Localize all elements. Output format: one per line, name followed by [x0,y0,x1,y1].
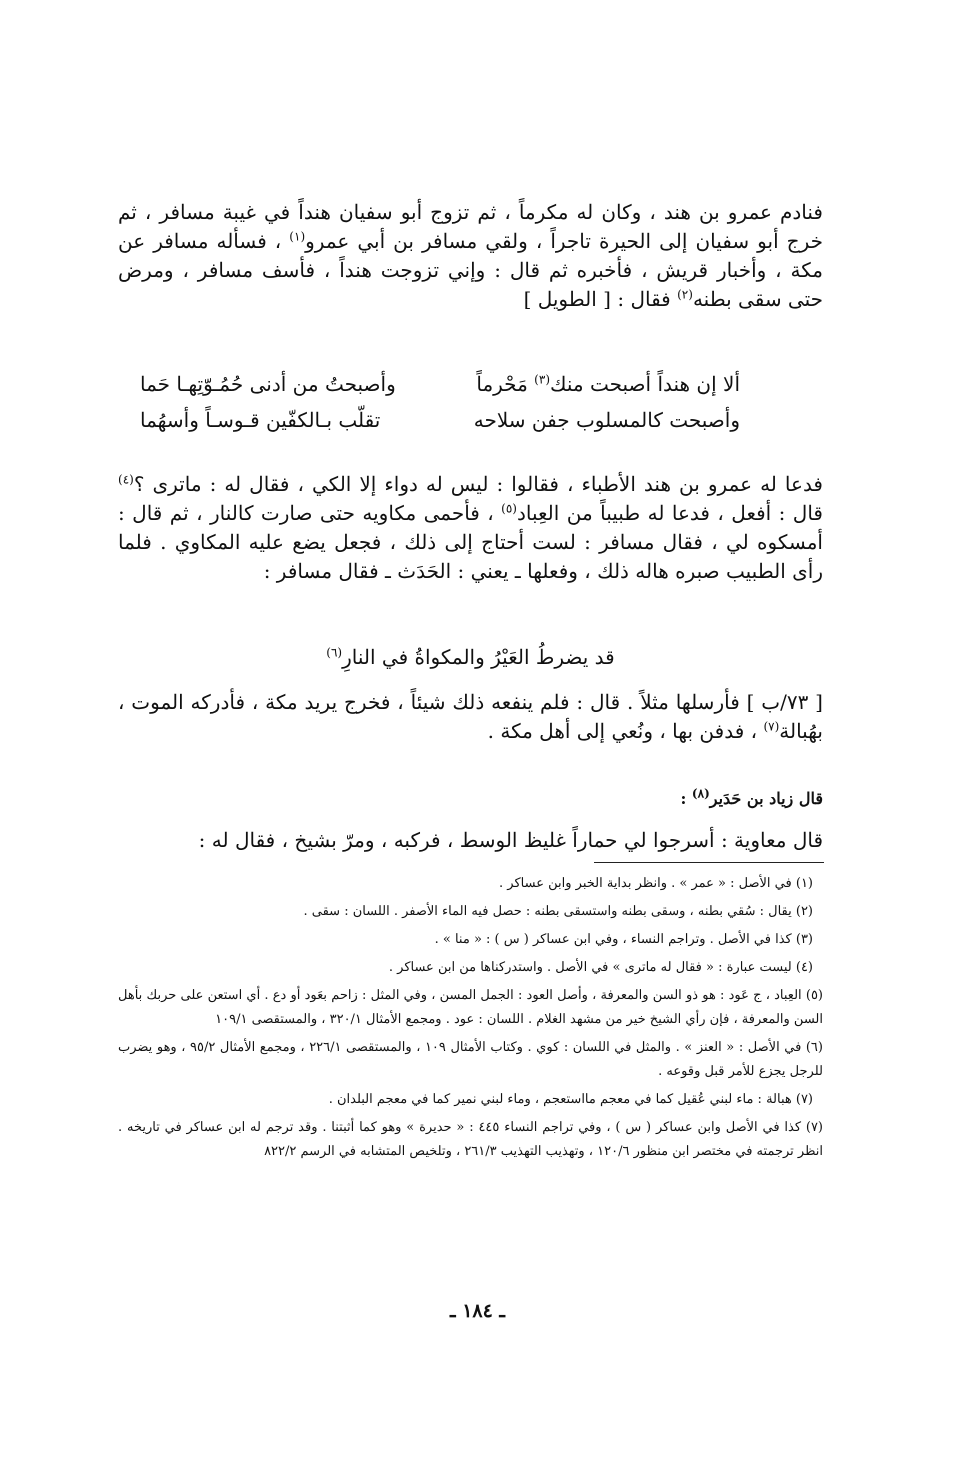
footnote-marker-4: (٤) [118,472,134,487]
verse-1-first-text-b: مَحْرماً [476,372,535,396]
footnote-4: (٤) ليست عبارة : « فقال له ماترى » في الأصل . واستدركناها من ابن عساكر . [388,960,813,975]
poem-verse-1 [140,366,740,438]
footnote-marker-3: (٣) [534,372,550,387]
footnote-marker-6: (٦) [326,645,343,660]
proverb-text: قد يضرطُ العَيْرُ والمكواةُ في النارِ [342,645,615,669]
verse-1-first-text-a: ألا إن هنداً أصبحت منك [550,372,740,396]
verse-1-second-hemistich: وأصبحتُ من أدنى حُمُـوّتِهـا حَما [140,372,396,396]
footnotes-section [118,872,823,1168]
paragraph-1-text-b: ، فسأله مسافر عن مكة ، وأخبار قريش ، فأخبره ثم قال : وإني تزوجت هنداً ، فأسف مسافر ، ومرض حتى سقى بطنه [118,229,823,311]
footnote-5: (٥) العِباد ، ج عَود : هو ذو السن والمعرفة ، وأصل العود : الجمل المسن ، وفي المثل : زاحم بعَود أو دع . أي استعن على حربك بأهل السن والمعرفة ، فإن رأي الشيخ خير من مشهد الغلام . اللسان : عود . ومجمع الأمثال ٣٢٠/١ ، والمستقصى ١٠٩/١ [118,988,823,1027]
footnote-7: (٧) هبالة : ماء لبني عُقيل كما في معجم مااستعجم ، وماء لبني نمير كما في معجم البلدان . [328,1092,813,1107]
paragraph-2-text-b: قال : أفعل ، فدعا له طبيباً من العِباد [516,501,823,525]
footnote-marker-8: (٨) [691,786,710,801]
paragraph-1-text-a: فنادم عمرو بن هند ، وكان له مكرماً ، ثم تزوج أبو سفيان هنداً في غيبة مسافر ، ثم خرج أبو سفيان إلى الحيرة تاجراً ، ولقي مسافر بن أبي عمرو [118,200,823,253]
verse-2-second-hemistich: تقلّب بـالكفّين قـوسـاً وأسهُما [140,408,381,432]
paragraph-3-text-a: [ ٧٣/ب ] فأرسلها مثلاً . قال : فلم ينفعه ذلك شيئاً ، فخرج يريد مكة ، فأدركه الموت ، بهُبالة [118,690,823,743]
footnote-8: (٧) كذا في الأصل وابن عساكر ( س ) ، وفي تراجم النساء ٤٤٥ : « حديرة » وهو كما أثبتنا . وقد ترجم له ابن عساكر في تاريخه . انظر ترجمته في مختصر ابن منظور ١٢٠/٦ ، وتهذيب التهذيب ٢٦١/٣ ، وتلخيص المتشابه في الرسم ٨٢٢/٢ [118,1120,823,1159]
footnote-3: (٣) كذا في الأصل . وتراجم النساء ، وفي ابن عساكر ( س ) : « منا » . [434,932,813,947]
narrator-heading-text: قال زياد بن حَدَير [709,789,823,808]
paragraph-3-text-b: ، فدفن بها ، ونُعي إلى أهل مكة . [487,719,764,743]
paragraph-4 [118,826,823,855]
page-number: ـ ١٨٤ ـ [450,1300,505,1322]
narrator-heading-colon: : [680,789,692,808]
proverb-verse [118,640,823,674]
paragraph-2-text-a: فدعا له عمرو بن هند الأطباء ، فقالوا : ليس له دواء إلا الكي ، فقال له : ماترى ؟ [133,472,823,496]
footnote-1: (١) في الأصل : « عمر » . وانظر بداية الخبر وابن عساكر . [499,876,813,891]
paragraph-3 [118,688,823,746]
verse-line-1 [140,366,740,402]
footnote-marker-2: (٢) [677,287,693,302]
verse-1-first-hemistich [460,366,740,402]
footnote-marker-7: (٧) [763,719,780,734]
footnote-6: (٦) في الأصل : « العنز » . والمثل في اللسان : كوي . وكتاب الأمثال ١٠٩ ، والمستقصى ٢٢٦/١ ، ومجمع الأمثال ٩٥/٢ ، وهو يضرب للرجل يجزع للأمر قبل وقوعه . [118,1040,823,1079]
paragraph-4-text: قال معاوية : أسرجوا لي حماراً غليظ الوسط ، فركبه ، ومرّ بشيخ ، فقال له : [198,828,823,852]
paragraph-2 [118,470,823,586]
paragraph-1-text-c: فقال : [ الطويل ] [523,287,678,311]
footnote-2: (٢) يقال : سُقي بطنه ، وسقى بطنه واستسقى بطنه : حصل فيه الماء الأصفر . اللسان : سقى . [303,904,813,919]
verse-line-2 [140,402,740,438]
paragraph-1 [118,198,823,314]
narrator-heading [118,786,823,812]
footnote-marker-5: (٥) [501,501,517,516]
verse-2-first-hemistich: وأصبحت كالمسلوب جفن سلاحه [473,408,740,432]
footnote-separator [594,862,824,863]
footnote-marker-1: (١) [289,229,306,244]
paragraph-2-text-c: ، فأحمى مكاويه حتى صارت كالنار ، ثم قال : أمسكوه لي ، فقال مسافر : لست أحتاج إلى ذلك ، فجعل يضع عليه المكاوي . فلما رأى الطبيب صبره هاله ذلك ، وفعلها ـ يعني : الحَدَث ـ فقال مسافر : [118,501,823,583]
